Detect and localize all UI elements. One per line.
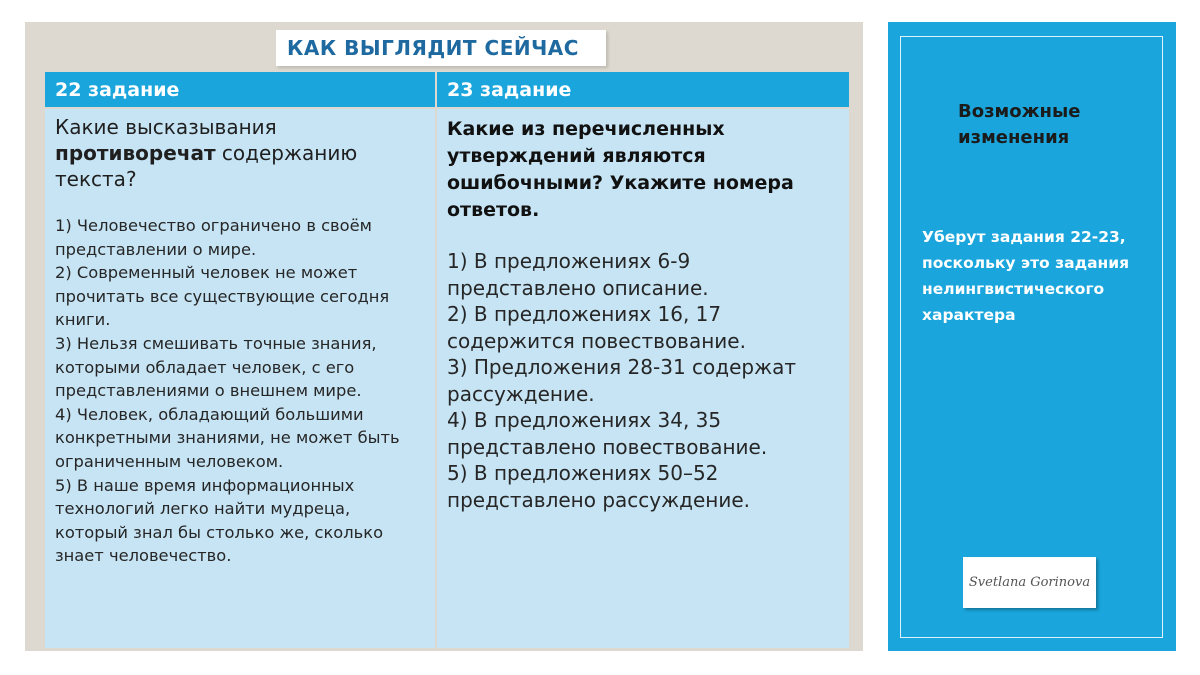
answers-23 [447,248,839,513]
question-22-bold: противоречат [55,141,216,165]
list-item: 4) В предложениях 34, 35 представлено повествование. [447,408,768,459]
list-item: 3) Предложения 28-31 содержат рассуждение. [447,355,797,406]
header-task-22: 22 задание [45,72,435,107]
list-item: 2) Современный человек не может прочитать все существующие сегодня книги. [55,263,390,330]
list-item: 4) Человек, обладающий большими конкретными знаниями, не может быть ограниченным человеком. [55,404,400,471]
question-22 [55,114,425,192]
title-box [276,30,606,66]
question-23: Какие из перечисленных утверждений являются ошибочными? Укажите номера ответов. [447,118,794,221]
comparison-table [45,72,849,648]
signature-logo [963,557,1096,608]
list-item: 1) В предложениях 6-9 представлено описание. [447,249,709,300]
cell-task-22 [45,109,435,648]
list-item: 5) В наше время информационных технологий легко найти мудреца, который знал бы столько же, сколько знает человечество. [55,475,384,566]
signature-text: Svetlana Gorinova [968,575,1091,590]
header-task-23: 23 задание [437,72,849,107]
sidebar-heading: Возможные изменения [958,101,1081,148]
cell-task-23 [437,109,849,648]
list-item: 2) В предложениях 16, 17 содержится повествование. [447,302,746,353]
page-title: КАК ВЫГЛЯДИТ СЕЙЧАС [287,36,579,60]
list-item: 3) Нельзя смешивать точные знания, которыми обладает человек, с его представлениями о внешнем мире. [55,333,377,401]
question-22-pre: Какие высказывания [55,115,277,139]
list-item: 5) В предложениях 50–52 представлено рассуждение. [447,461,751,512]
list-item: 1) Человечество ограничено в своём представлении о мире. [55,216,372,259]
answers-22 [55,214,425,568]
sidebar-note: Уберут задания 22-23, поскольку это задания нелингвистического характера [922,228,1130,324]
question-22-post: содержанию текста? [55,141,358,191]
